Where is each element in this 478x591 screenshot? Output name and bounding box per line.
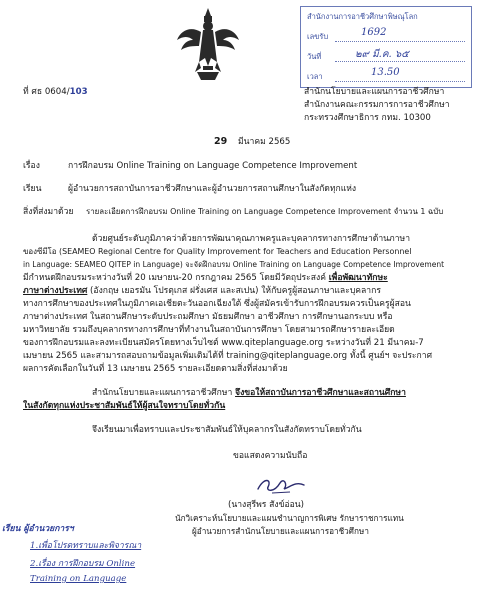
body-p1-line-5 xyxy=(23,285,381,297)
closing-regards: ขอแสดงความนับถือ xyxy=(233,451,308,461)
doc-date xyxy=(214,136,290,148)
date-month-year: มีนาคม 2565 xyxy=(237,137,291,147)
body-p1-line-3: in Language: SEAMEO QITEP in Language) จะจัดฝึกอบรม Online Training on Language Competence Improvement xyxy=(23,260,445,269)
org-line-2: สำนักงานคณะกรรมการการอาชีวศึกษา xyxy=(304,100,450,110)
body-p2-line-2-emphasis: ในสังกัดทุกแห่งประชาสัมพันธ์ให้ผู้สนใจทราบโดยทั่วกัน xyxy=(23,401,226,411)
body-p1-line-5-emphasis: ภาษาต่างประเทศ xyxy=(23,286,88,296)
body-p1-line-8: มหาวิทยาลัย รวมถึงบุคลากรทางการศึกษาที่ทำงานในสถาบันการศึกษา โดยสามารถศึกษารายละเอียด xyxy=(23,325,395,335)
receiving-stamp xyxy=(300,6,472,88)
org-line-1: สำนักนโยบายและแผนการอาชีวศึกษา xyxy=(304,87,445,97)
signer-position: นักวิเคราะห์นโยบายและแผนชำนาญการพิเศษ รักษาราชการแทน xyxy=(175,513,404,523)
stamp-office: สำนักงานการอาชีวศึกษาพิษณุโลก xyxy=(307,12,418,21)
handwritten-note-title: เรียน ผู้อำนวยการฯ xyxy=(2,524,74,534)
to-value: ผู้อำนวยการสถาบันการอาชีวศึกษาและผู้อำนวยการสถานศึกษาในสังกัดทุกแห่ง xyxy=(68,184,357,194)
date-day: 29 xyxy=(214,136,228,147)
body-p1-line-1: ด้วยศูนย์ระดับภูมิภาคว่าด้วยการพัฒนาคุณภาพครูและบุคลากรทางการศึกษาด้านภาษา xyxy=(92,234,411,244)
body-p2-line-2 xyxy=(23,400,225,412)
body-p2-line-1-emphasis: จึงขอให้สถาบันการอาชีวศึกษาและสถานศึกษา xyxy=(235,388,406,398)
doc-number xyxy=(23,86,88,98)
body-p1-line-9: ของการฝึกอบรมและลงทะเบียนสมัครโดยทางเว็บไซต์ www.qiteplanguage.org ระหว่างวันที่ 21 มีนาคม-7 xyxy=(23,338,424,348)
body-p1-line-4 xyxy=(23,272,388,284)
stamp-date-label: วันที่ xyxy=(307,52,322,61)
signature-icon xyxy=(254,475,308,497)
stamp-time-value: 13.50 xyxy=(371,67,400,78)
org-line-3: กระทรวงศึกษาธิการ กทม. 10300 xyxy=(304,113,431,123)
to-label: เรียน xyxy=(23,184,42,194)
body-p1-line-2: ของซีมีโอ (SEAMEO Regional Centre for Quality Improvement for Teachers and Education Personnel xyxy=(23,247,412,256)
enclosure-value: รายละเอียดการฝึกอบรม Online Training on Language Competence Improvement จำนวน 1 ฉบับ xyxy=(86,207,444,216)
doc-number-prefix: ที่ ศธ 0604/ xyxy=(23,87,70,97)
body-p1-line-5-text: (อังกฤษ เยอรมัน โปรตุเกส ฝรั่งเศส และสเปน) ให้กับครูผู้สอนภาษาและบุคลากร xyxy=(87,286,381,296)
subject-label: เรื่อง xyxy=(23,161,40,171)
stamp-recv-value: 1692 xyxy=(361,27,387,38)
signer-position-2: ผู้อำนวยการสำนักนโยบายและแผนการอาชีวศึกษา xyxy=(192,526,369,536)
body-p2-line-1 xyxy=(92,387,406,399)
body-p1-line-10: เมษายน 2565 และสามารถสอบถามข้อมูลเพิ่มเติมได้ที่ training@qiteplanguage.org ทั้งนี้ ศูนย์ฯ จะประกาศ xyxy=(23,351,433,361)
subject-value: การฝึกอบรม Online Training on Language Competence Improvement xyxy=(68,161,358,171)
stamp-date-value: ๒๙ มี.ค. ๖๕ xyxy=(355,49,409,60)
body-p1-line-4-text: มีกำหนดฝึกอบรมระหว่างวันที่ 20 เมษายน-20 กรกฎาคม 2565 โดยมีวัตถุประสงค์ xyxy=(23,273,329,283)
stamp-time-label: เวลา xyxy=(307,72,323,81)
enclosure-label: สิ่งที่ส่งมาด้วย xyxy=(23,207,74,217)
body-p1-line-6: ทางการศึกษาของประเทศในภูมิภาคเอเชียตะวันออกเฉียงใต้ ซึ่งผู้สมัครเข้ารับการฝึกอบรมควรเป็นครูผู้สอน xyxy=(23,299,411,309)
handwritten-note-line-3: Training on Language xyxy=(30,574,127,584)
handwritten-note-line-2: 2.เรื่อง การฝึกอบรม Online xyxy=(30,559,136,569)
body-p2-line-1-text: สำนักนโยบายและแผนการอาชีวศึกษา xyxy=(92,388,236,398)
body-p1-line-11: ผลการคัดเลือกในวันที่ 13 เมษายน 2565 รายละเอียดตามสิ่งที่ส่งมาด้วย xyxy=(23,364,288,374)
body-p1-line-7: ภาษาต่างประเทศ ในสถานศึกษาระดับประถมศึกษา มัธยมศึกษา อาชีวศึกษา การศึกษานอกระบบ หรือ xyxy=(23,312,393,322)
signer-name: (นางสุรีพร สังข์อ่อน) xyxy=(228,500,304,510)
stamp-recv-label: เลขรับ xyxy=(307,32,329,41)
garuda-emblem-icon xyxy=(175,6,241,84)
doc-number-value: 103 xyxy=(69,87,88,97)
handwritten-note-line-1: 1.เพื่อโปรดทราบและพิจารณา xyxy=(30,541,142,551)
body-p3: จึงเรียนมาเพื่อทราบและประชาสัมพันธ์ให้บุคลากรในสังกัดทราบโดยทั่วกัน xyxy=(92,425,362,435)
body-p1-line-4-emphasis: เพื่อพัฒนาทักษะ xyxy=(328,273,388,283)
